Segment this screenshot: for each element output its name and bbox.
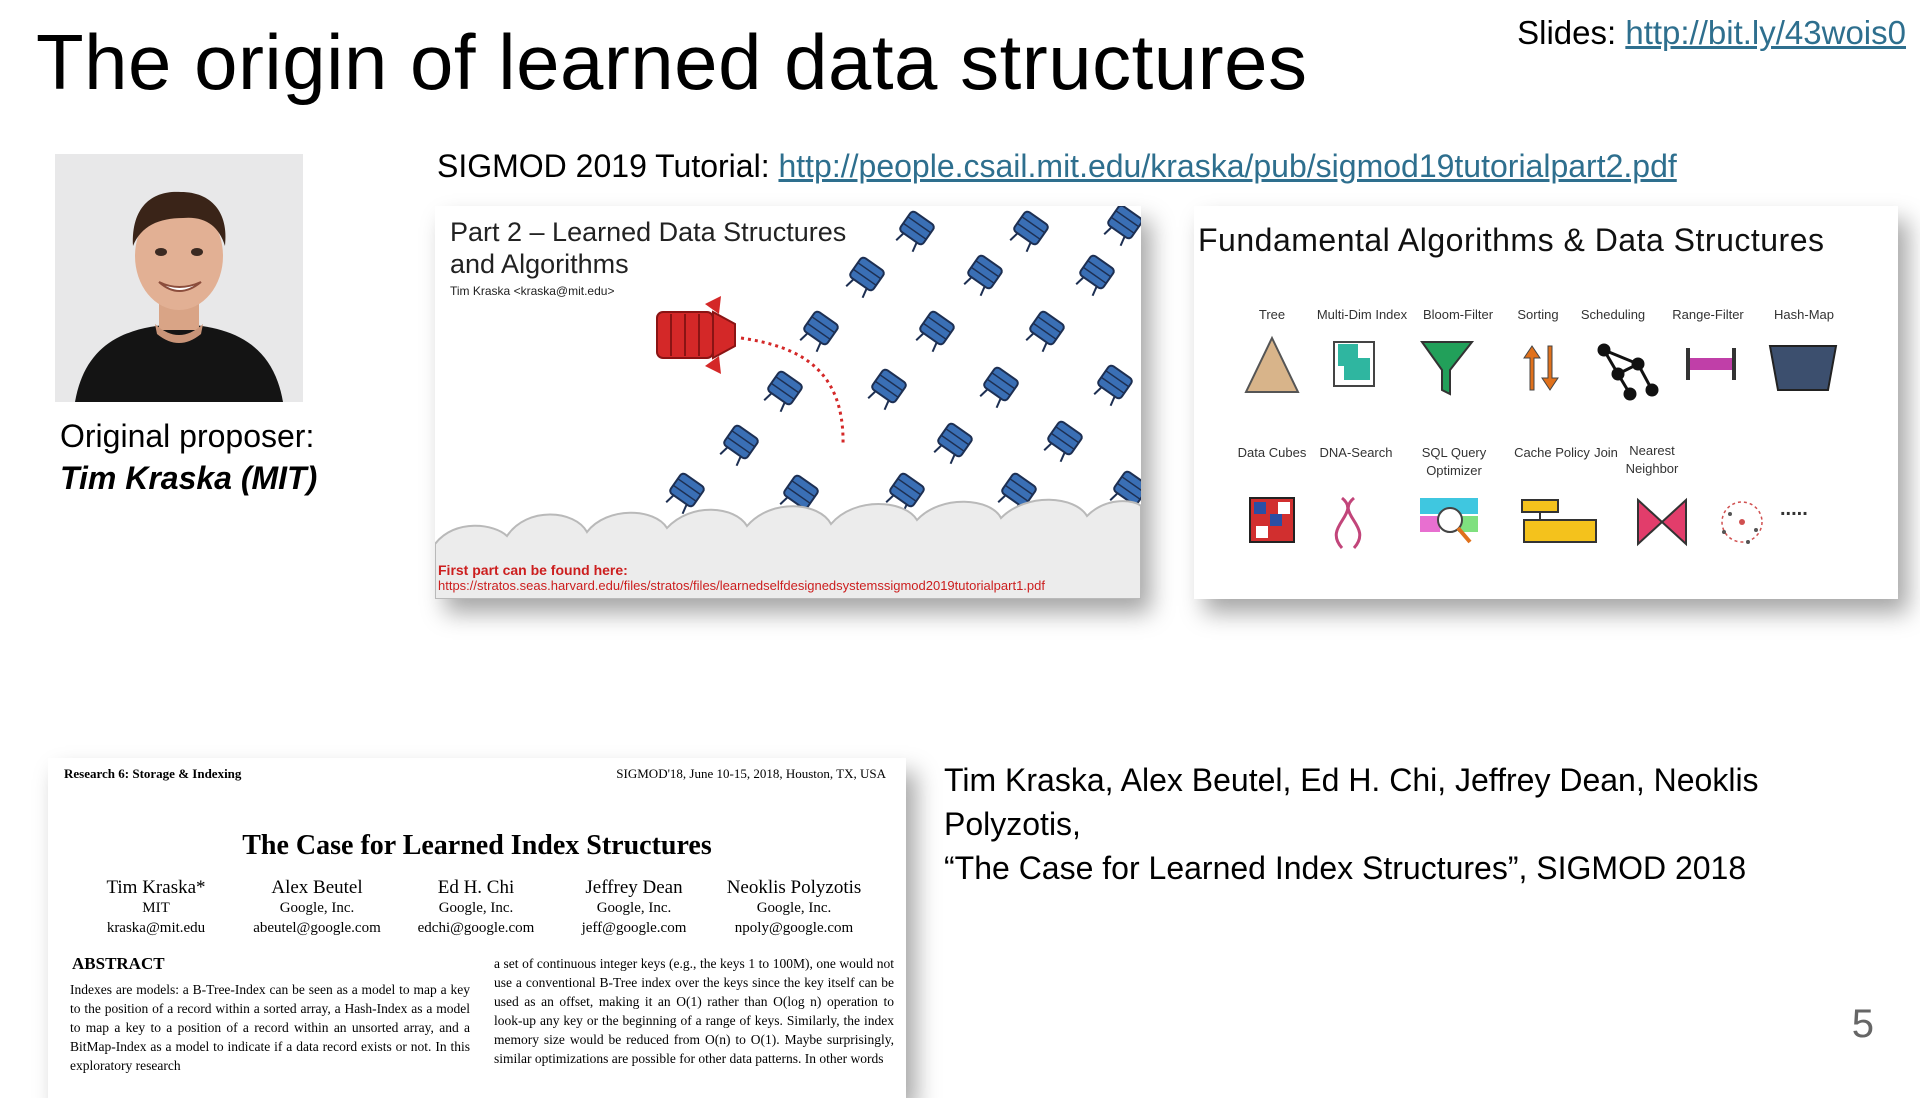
- label-range-filter: Range-Filter: [1672, 307, 1744, 322]
- abstract-heading: ABSTRACT: [72, 954, 165, 973]
- slides-label: Slides:: [1517, 14, 1626, 51]
- abstract-text: Indexes are models: a B-Tree-Index can be seen as a model to map a key to the position of a record within a sorted array, a Hash-Index as a model to map a key to a position of a record within an unsorted array, and a BitMap-Index as a model to indicate if a data record exists or not. In this exploratory research: [70, 982, 470, 1073]
- paper-thumbnail: [48, 758, 906, 1098]
- algorithm-icons-row2: [1194, 484, 1898, 564]
- label-sql-query-optimizer: SQL Query Optimizer: [1421, 445, 1487, 478]
- author-name: Ed H. Chi: [437, 877, 515, 898]
- author-email: kraska@mit.edu: [106, 920, 206, 936]
- author-affiliation: Google, Inc.: [438, 900, 514, 916]
- label-multi-dim-index: Multi-Dim Index: [1316, 307, 1408, 322]
- paper-header-right: SIGMOD'18, June 10-15, 2018, Houston, TX, USA: [616, 766, 886, 781]
- proposer-photo: [55, 154, 303, 402]
- label-cache-policy: Cache Policy: [1514, 445, 1590, 460]
- slide1-author: Tim Kraska <kraska@mit.edu>: [450, 284, 615, 298]
- slide1-title: Part 2 – Learned Data Structures and Algorithms: [450, 217, 847, 279]
- author-affiliation: MIT: [142, 900, 170, 916]
- label-tree: Tree: [1258, 307, 1286, 322]
- author-affiliation: Google, Inc.: [279, 900, 355, 916]
- author-affiliation: Google, Inc.: [596, 900, 672, 916]
- label-bloom-filter: Bloom-Filter: [1422, 307, 1494, 322]
- proposer-label: Original proposer:: [60, 418, 315, 454]
- label-hash-map: Hash-Map: [1774, 307, 1834, 322]
- author-email: abeutel@google.com: [253, 920, 381, 936]
- algorithm-icons-row1: [1194, 330, 1898, 410]
- paper-author: [76, 878, 236, 938]
- proposer-name: Tim Kraska (MIT): [60, 460, 318, 496]
- join-icon: [1638, 500, 1686, 544]
- range-filter-icon: [1686, 348, 1736, 380]
- bloom-filter-icon: [1422, 342, 1472, 394]
- paper-header-left: Research 6: Storage & Indexing: [64, 766, 242, 781]
- tutorial-link[interactable]: http://people.csail.mit.edu/kraska/pub/sigmod19tutorialpart2.pdf: [778, 148, 1677, 184]
- dna-icon: [1336, 498, 1360, 548]
- author-email: npoly@google.com: [734, 920, 854, 936]
- label-nearest-neighbor: Nearest Neighbor: [1625, 443, 1679, 476]
- slide2-title: Fundamental Algorithms & Data Structures: [1198, 222, 1825, 258]
- slides-link[interactable]: http://bit.ly/43wois0: [1625, 14, 1906, 51]
- slide1-first-part-label: First part can be found here:: [438, 562, 628, 578]
- author-email: jeff@google.com: [581, 920, 687, 936]
- scheduling-icon: [1599, 345, 1657, 399]
- author-name: Neoklis Polyzotis: [726, 877, 862, 898]
- page-number: 5: [1851, 1002, 1874, 1046]
- sql-query-optimizer-icon: [1420, 498, 1478, 542]
- label-scheduling: Scheduling: [1580, 307, 1646, 322]
- paper-author: [396, 878, 556, 938]
- paper-title: The Case for Learned Index Structures: [242, 830, 712, 861]
- author-name: Tim Kraska*: [106, 877, 206, 898]
- slides-link-line: [1517, 14, 1906, 52]
- label-sorting: Sorting: [1517, 307, 1559, 322]
- paper-author: [714, 878, 874, 938]
- label-data-cubes: Data Cubes: [1237, 445, 1307, 460]
- sorting-icon: [1524, 346, 1558, 390]
- label-join: Join: [1594, 445, 1618, 460]
- author-email: edchi@google.com: [417, 920, 535, 936]
- page-title: The origin of learned data structures: [36, 18, 1308, 106]
- author-name: Alex Beutel: [271, 877, 363, 898]
- cache-policy-icon: [1522, 500, 1596, 542]
- citation: [944, 758, 1904, 890]
- slide1-first-part-url: https://stratos.seas.harvard.edu/files/stratos/files/learnedselfdesignedsystemssigmod2019tutorialpart1.pdf: [438, 578, 1045, 593]
- more-ellipsis: .....: [1780, 498, 1808, 520]
- tutorial-line: [437, 148, 1677, 185]
- hash-map-icon: [1770, 346, 1836, 390]
- tutorial-slide-thumbnail: [435, 206, 1141, 599]
- paper-author: [554, 878, 714, 938]
- citation-title: “The Case for Learned Index Structures”, SIGMOD 2018: [944, 850, 1747, 886]
- paper-author: [237, 878, 397, 938]
- citation-authors: Tim Kraska, Alex Beutel, Ed H. Chi, Jeffrey Dean, Neoklis Polyzotis,: [944, 762, 1759, 842]
- author-affiliation: Google, Inc.: [756, 900, 832, 916]
- algorithms-slide-thumbnail: [1194, 206, 1898, 599]
- data-cubes-icon: [1250, 498, 1294, 542]
- tutorial-label: SIGMOD 2019 Tutorial:: [437, 148, 779, 184]
- tree-icon: [1246, 338, 1298, 392]
- paper-right-column: a set of continuous integer keys (e.g., the keys 1 to 100M), one would not use a conventional B-Tree index over the keys since the key itself can be used as an offset, making it an O(1) rather than O(log n) operation to look-up any key or the beginning of a range of keys. Similarly, the index memory size would be reduced from O(n) to O(1). Maybe surprisingly, similar optimizations are possible for other data patterns. In other words: [494, 956, 894, 1066]
- nearest-neighbor-icon: [1722, 502, 1762, 544]
- multi-dim-index-icon: [1334, 342, 1374, 386]
- author-name: Jeffrey Dean: [585, 877, 683, 898]
- label-dna-search: DNA-Search: [1319, 445, 1393, 460]
